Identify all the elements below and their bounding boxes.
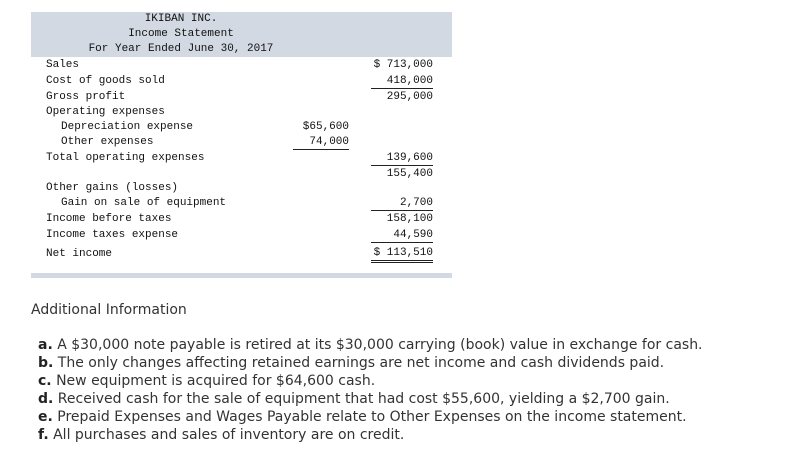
note-text: A $30,000 note payable is retired at its $30,000 carrying (book) value in exchange for cash. — [57, 337, 703, 353]
note-letter: c. — [38, 373, 52, 389]
income-statement — [31, 12, 452, 280]
row-label-other-gains: Other gains (losses) — [46, 182, 179, 194]
statement-period: For Year Ended June 30, 2017 — [88, 43, 274, 55]
note-text: The only changes affecting retained earnings are net income and cash dividends paid. — [57, 355, 665, 371]
note-letter: f. — [38, 427, 49, 443]
note-text: New equipment is acquired for $64,600 cash. — [56, 373, 376, 389]
row-total-net-income: $ 113,510 — [371, 247, 433, 263]
row-subtotal-after-opex: 155,400 — [386, 168, 433, 180]
row-label-income-taxes: Income taxes expense — [46, 229, 179, 241]
note-a — [38, 336, 703, 354]
note-letter: b. — [38, 355, 54, 371]
note-d — [38, 390, 670, 408]
additional-info-title: Additional Information — [31, 302, 187, 318]
note-letter: d. — [38, 391, 54, 407]
row-label-income-before-taxes: Income before taxes — [46, 213, 172, 225]
row-label-sales: Sales — [46, 59, 80, 71]
row-label-gross-profit: Gross profit — [46, 91, 126, 103]
note-text: Prepaid Expenses and Wages Payable relate to Other Expenses on the income statement. — [57, 409, 687, 425]
note-letter: e. — [38, 409, 53, 425]
row-label-net-income: Net income — [46, 248, 113, 260]
row-label-cogs: Cost of goods sold — [46, 75, 165, 87]
statement-title: Income Statement — [128, 28, 234, 40]
row-total-sales: $ 713,000 — [373, 59, 433, 71]
note-f — [38, 426, 404, 444]
row-detail-other-expenses: 74,000 — [293, 136, 349, 150]
row-detail-depreciation: $65,600 — [302, 121, 349, 133]
statement-footer-bar — [31, 273, 452, 278]
statement-header — [31, 12, 452, 57]
row-label-other-expenses: Other expenses — [61, 136, 154, 148]
row-label-gain-on-sale: Gain on sale of equipment — [61, 197, 227, 209]
row-total-gross-profit: 295,000 — [386, 91, 433, 103]
note-e — [38, 408, 687, 426]
company-name: IKIBAN INC. — [144, 13, 218, 25]
note-c — [38, 372, 375, 390]
row-total-gain-on-sale: 2,700 — [371, 197, 433, 211]
row-total-cogs: 418,000 — [371, 75, 433, 89]
note-letter: a. — [38, 337, 53, 353]
row-total-income-before-taxes: 158,100 — [386, 213, 433, 225]
row-label-total-operating-expenses: Total operating expenses — [46, 152, 205, 164]
row-total-income-taxes: 44,590 — [371, 229, 433, 243]
note-text: Received cash for the sale of equipment that had cost $55,600, yielding a $2,700 gain. — [57, 391, 670, 407]
note-text: All purchases and sales of inventory are on credit. — [53, 427, 405, 443]
row-label-depreciation: Depreciation expense — [61, 121, 194, 133]
note-b — [38, 354, 664, 372]
row-label-operating-expenses: Operating expenses — [46, 106, 165, 118]
row-total-operating-expenses: 139,600 — [371, 152, 433, 166]
